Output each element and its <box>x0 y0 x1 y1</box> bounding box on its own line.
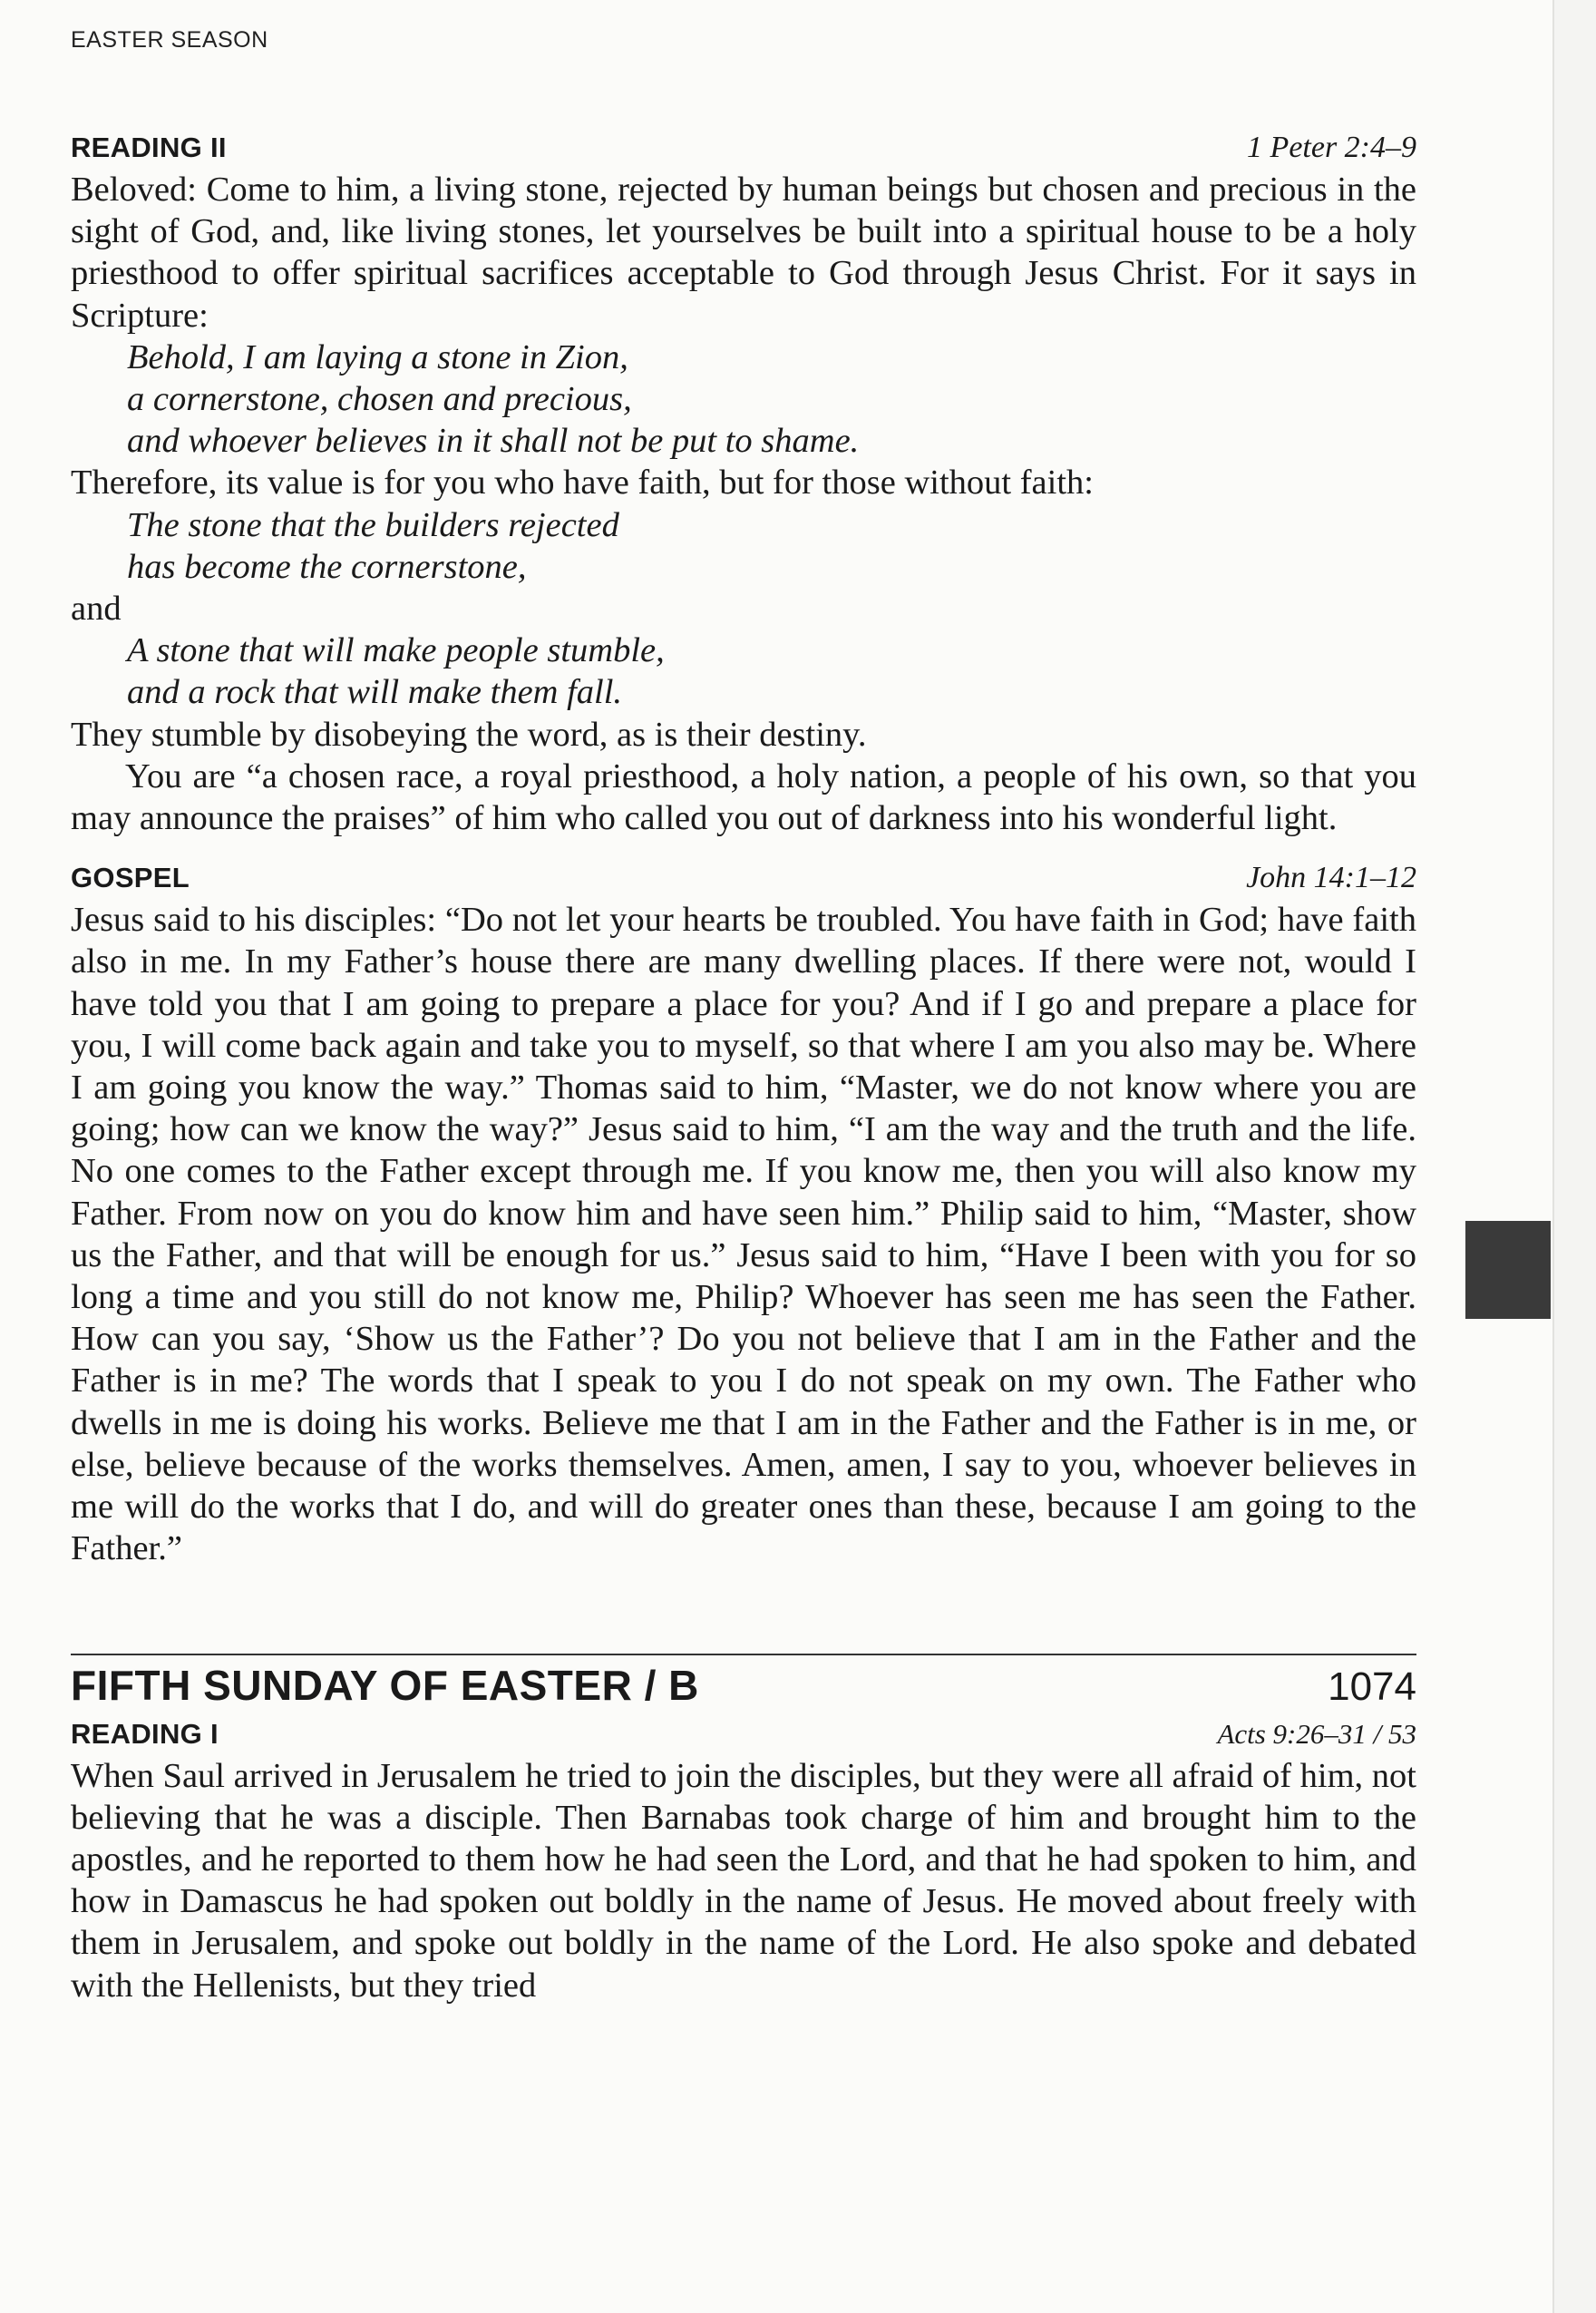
page-content <box>71 127 1416 2006</box>
reading2-and: and <box>71 590 122 629</box>
reading2-poem-2 <box>71 504 1416 588</box>
gospel-heading: GOSPEL <box>71 862 190 894</box>
poem-line: Behold, I am laying a stone in Zion, <box>127 337 628 376</box>
gospel-citation: John 14:1–12 <box>1246 861 1416 895</box>
reading2-poem-1 <box>71 337 1416 463</box>
reading2-heading: READING II <box>71 132 227 163</box>
reading1-citation: Acts 9:26–31 / 53 <box>1217 1717 1416 1750</box>
section-title: FIFTH SUNDAY OF EASTER / B <box>71 1661 699 1709</box>
gospel-heading-row <box>71 857 1416 899</box>
reading2-paragraph-4: You are “a chosen race, a royal priesthood, a holy nation, a people of his own, so that you may announce the praises” of him who called you out of darkness into his wonderful light. <box>71 756 1416 838</box>
gospel-text: Jesus said to his disciples: “Do not let your hearts be troubled. You have faith in God; have faith also in me. In my Father’s house there are many dwelling places. If there were not, would I have told you that I am going to prepare a place for you? And if I go and prepare a place for you, I will come back again and take you to myself, so that where I am you also may be. Where I am going you know the way.” Thomas said to him, “Master, we do not know where you are going; how can we know the way?” Jesus said to him, “I am the way and the truth and the life. No one comes to the Father except through me. If you know me, then you will also know my Father. From now on you do know him and have seen him.” Philip said to him, “Master, show us the Father, and that will be enough for us.” Jesus said to him, “Have I been with you for so long a time and you still do not know me, Philip? Whoever has seen me has seen the Father. How can you say, ‘Show us the Father’? Do you not believe that I am in the Father and the Father is in me? The words that I speak to you I do not speak on my own. The Father who dwells in me is doing his works. Believe me that I am in the Father and the Father is in me, or else, believe because of the works themselves. Amen, amen, I say to you, whoever believes in me will do the works that I do, and will do greater ones than these, because I am going to the Father.” <box>71 901 1416 1568</box>
poem-line: has become the cornerstone, <box>127 547 527 586</box>
poem-line: The stone that the builders rejected <box>127 505 619 544</box>
reading2-heading-row <box>71 127 1416 169</box>
running-head: EASTER SEASON <box>71 27 268 53</box>
section-title-row <box>71 1654 1416 1713</box>
poem-line: and a rock that will make them fall. <box>127 673 623 712</box>
reading2-poem-3 <box>71 629 1416 713</box>
reading2-citation: 1 Peter 2:4–9 <box>1247 131 1416 164</box>
poem-line: a cornerstone, chosen and precious, <box>127 380 632 419</box>
reading2-paragraph-1: Beloved: Come to him, a living stone, rejected by human beings but chosen and precious in the sight of God, and, like living stones, let yourselves be built into a spiritual house to be a holy priesthood to offer spiritual sacrifices acceptable to God through Jesus Christ. For it says in Scripture: <box>71 171 1416 335</box>
section-number: 1074 <box>1328 1664 1416 1709</box>
reading1-heading: READING I <box>71 1717 219 1750</box>
reading2-paragraph-2: Therefore, its value is for you who have faith, but for those without faith: <box>71 464 1094 503</box>
poem-line: A stone that will make people stumble, <box>127 631 665 670</box>
reading2-paragraph-3: They stumble by disobeying the word, as is their destiny. <box>71 715 867 754</box>
reading1-heading-row <box>71 1713 1416 1755</box>
thumb-index-tab <box>1465 1221 1551 1319</box>
poem-line: and whoever believes in it shall not be put to shame. <box>127 422 860 461</box>
reading1-text: When Saul arrived in Jerusalem he tried to join the disciples, but they were all afraid of him, not believing that he was a disciple. Then Barnabas took charge of him and brought him to the apostles, and he reported to them how he had seen the Lord, and that he had spoken to him, and how in Damascus he had spoken out boldly in the name of Jesus. He moved about freely with them in Jerusalem, and spoke out boldly in the name of the Lord. He also spoke and debated with the Hellenists, but they tried <box>71 1756 1416 2005</box>
